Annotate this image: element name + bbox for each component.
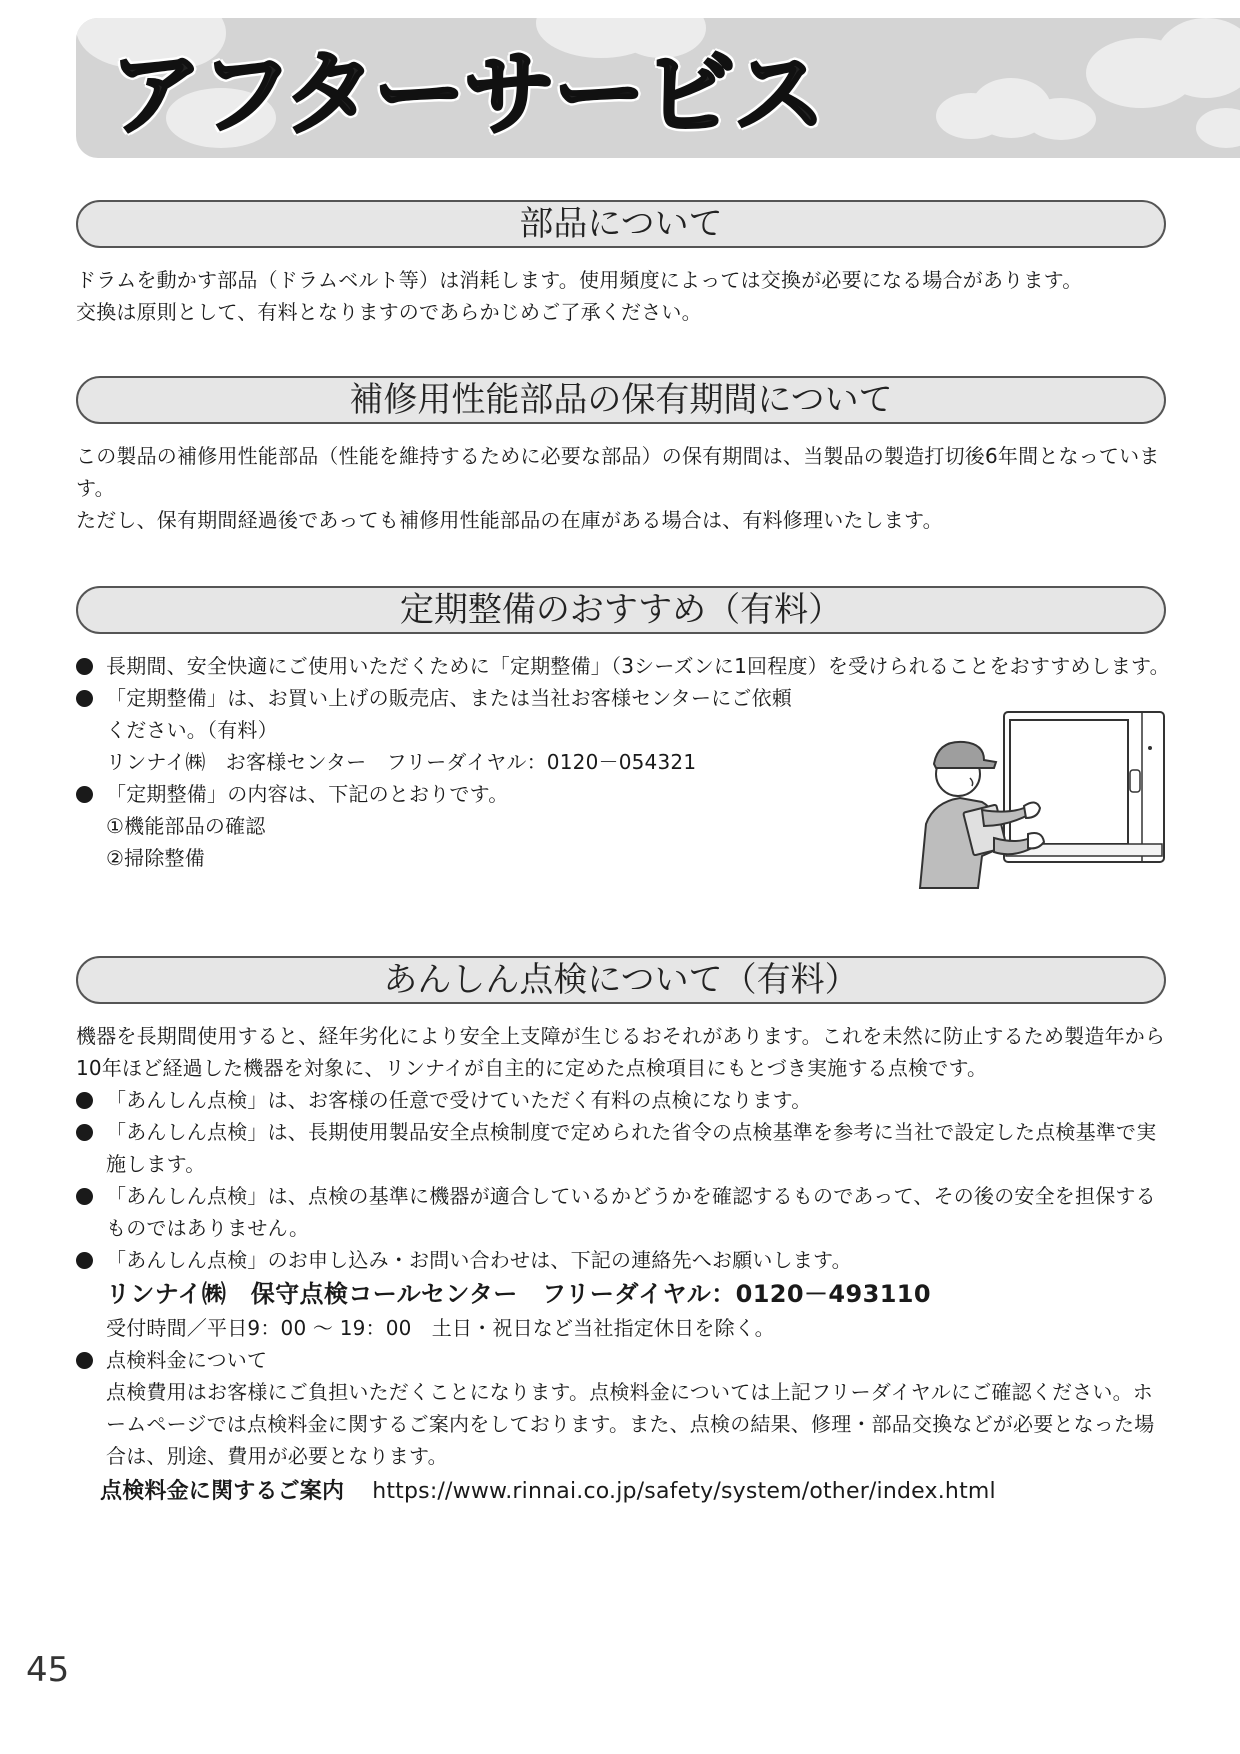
- bullet-item: 「定期整備」の内容は、下記のとおりです。: [76, 778, 1171, 810]
- bullet-item: 「定期整備」は、お買い上げの販売店、または当社お客様センターにご依頼: [76, 682, 1171, 714]
- text-line: ドラムを動かす部品（ドラムベルト等）は消耗します。使用頻度によっては交換が必要になる場合があります。: [76, 268, 1083, 292]
- maintenance-item: ①機能部品の確認: [106, 814, 266, 838]
- fee-info-url[interactable]: https://www.rinnai.co.jp/safety/system/other/index.html: [372, 1479, 996, 1504]
- parts-text: [76, 264, 1171, 328]
- fee-info-label: 点検料金に関するご案内: [100, 1479, 345, 1504]
- text-line: ただし、保有期間経過後であっても補修用性能部品の在庫がある場合は、有料修理いたします。: [76, 508, 943, 532]
- section-heading-maintenance: [76, 586, 1166, 634]
- bullet-item: 長期間、安全快適にご使用いただくために「定期整備」（3シーズンに1回程度）を受けられることをおすすめします。: [76, 650, 1171, 682]
- bullet-item: 「あんしん点検」は、点検の基準に機器が適合しているかどうかを確認するものであって、その後の安全を担保するものではありません。: [76, 1180, 1171, 1244]
- page-number: 45: [26, 1650, 70, 1690]
- safety-inspection-text: [76, 1020, 1171, 1512]
- maintenance-item: ②掃除整備: [106, 846, 205, 870]
- reception-hours: 受付時間／平日9：00 ～ 19：00 土日・祝日など当社指定休日を除く。: [106, 1316, 775, 1340]
- section-heading-safety-inspection: [76, 956, 1166, 1004]
- text-line: 交換は原則として、有料となりますのであらかじめご了承ください。: [76, 300, 702, 324]
- bullet-item: 点検料金について: [76, 1344, 1171, 1376]
- section-heading-label: 部品について: [519, 204, 723, 244]
- customer-center-contact: リンナイ㈱ お客様センター フリーダイヤル：0120－054321: [106, 750, 697, 774]
- retention-text: [76, 440, 1171, 536]
- fee-text: 点検費用はお客様にご負担いただくことになります。点検料金については上記フリーダイヤルにご確認ください。ホームページでは点検料金に関するご案内をしております。また、点検の結果、修理・部品交換などが必要となった場合は、別途、費用が必要となります。: [106, 1380, 1155, 1468]
- text-line: この製品の補修用性能部品（性能を維持するために必要な部品）の保有期間は、当製品の製造打切後6年間となっています。: [76, 444, 1160, 500]
- text-line: ください。（有料）: [106, 718, 278, 742]
- bullet-item: 「あんしん点検」は、長期使用製品安全点検制度で定められた省令の点検基準を参考に当社で設定した点検基準で実施します。: [76, 1116, 1171, 1180]
- technician-dryer-illustration: [912, 698, 1170, 890]
- intro-text: 機器を長期間使用すると、経年劣化により安全上支障が生じるおそれがあります。これを未然に防止するため製造年から10年ほど経過した機器を対象に、リンナイが自主的に定めた点検項目にもとづき実施する点検です。: [76, 1024, 1166, 1080]
- section-heading-label: あんしん点検について（有料）: [383, 960, 859, 1000]
- bullet-item: 「あんしん点検」のお申し込み・お問い合わせは、下記の連絡先へお願いします。: [76, 1244, 1171, 1276]
- section-heading-parts: [76, 200, 1166, 248]
- fee-info-line: [76, 1472, 1171, 1512]
- bullet-item: 「あんしん点検」は、お客様の任意で受けていただく有料の点検になります。: [76, 1084, 1171, 1116]
- section-heading-label: 定期整備のおすすめ（有料）: [399, 590, 843, 630]
- section-heading-label: 補修用性能部品の保有期間について: [349, 380, 893, 420]
- page-title: アフターサービス: [110, 41, 824, 148]
- call-center-contact: リンナイ㈱ 保守点検コールセンター フリーダイヤル：0120－493110: [106, 1280, 931, 1308]
- section-heading-parts-retention: [76, 376, 1166, 424]
